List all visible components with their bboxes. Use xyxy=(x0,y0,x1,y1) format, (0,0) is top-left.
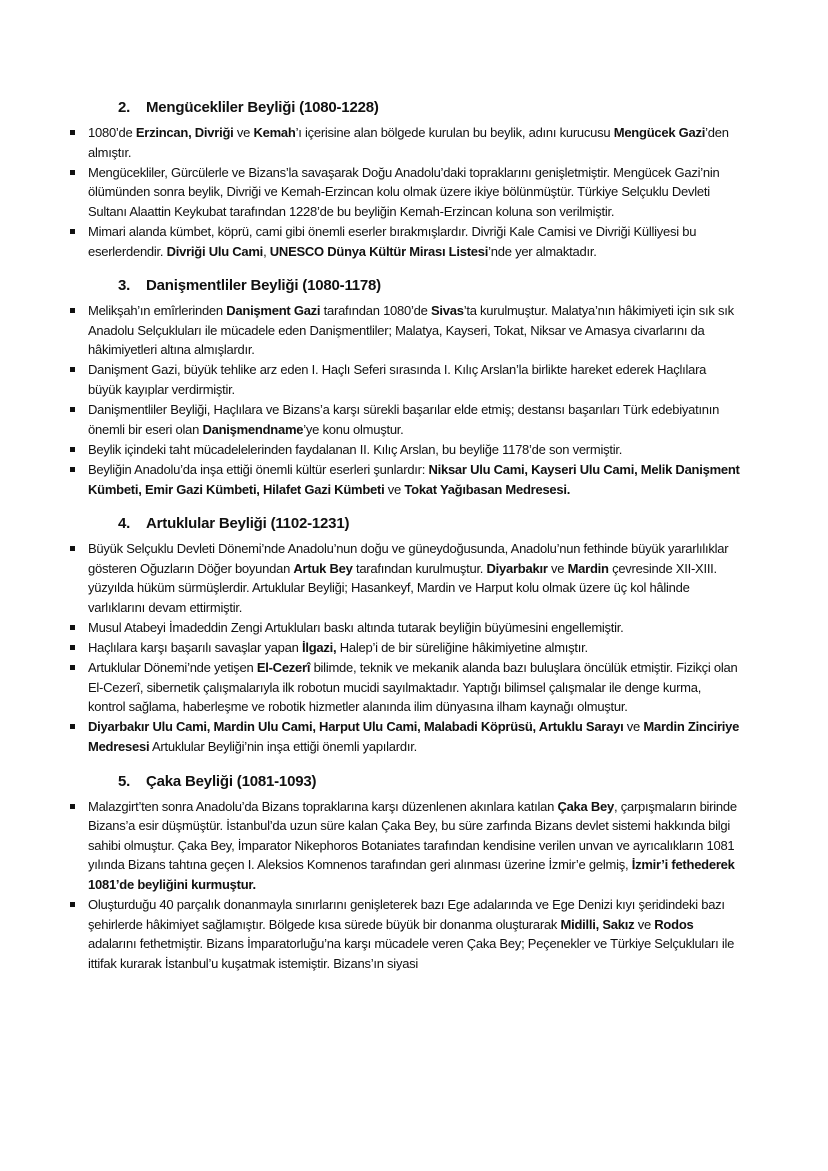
square-bullet-icon xyxy=(70,367,75,372)
text: 1080’de xyxy=(88,125,136,140)
bold-text: Diyarbakır Ulu Cami, Mardin Ulu Cami, Harput Ulu Cami, Malabadi Köprüsü, Artuklu Sarayı xyxy=(88,719,624,735)
text: ve xyxy=(623,719,644,735)
list-item xyxy=(70,797,740,895)
text: tarafından 1080’de xyxy=(320,303,431,319)
square-bullet-icon xyxy=(70,170,75,175)
section xyxy=(70,275,740,499)
square-bullet-icon xyxy=(70,447,75,452)
text: Artuklular Beyliği’nin inşa ettiği önemli yapılardır. xyxy=(149,739,417,755)
text: Halep’i de bir süreliğine hâkimiyetine almıştır. xyxy=(336,640,588,656)
bold-text: Danişmendname xyxy=(202,421,304,437)
section-number: 5. xyxy=(118,772,131,790)
square-bullet-icon xyxy=(70,130,75,135)
bold-text: Sivas xyxy=(430,303,464,319)
text: ’ı içerisine alan bölgede kurulan bu beylik, adını kurucusu xyxy=(295,125,614,140)
text: Melikşah’ın emîrlerinden xyxy=(88,303,227,319)
bold-text: Midilli, Sakız xyxy=(560,916,635,932)
bold-text: Kemah xyxy=(253,125,296,140)
square-bullet-icon xyxy=(70,625,75,630)
list-item xyxy=(70,618,740,638)
section-heading xyxy=(118,771,740,793)
text: Danişment Gazi, büyük tehlike arz eden I. Haçlı Seferi sırasında I. Kılıç Arslan’la birlikte hareket ederek Haçlılara büyük kayıplar verdirmiştir. xyxy=(88,362,707,398)
square-bullet-icon xyxy=(70,546,75,551)
bold-text: Tokat Yağıbasan Medresesi. xyxy=(404,481,571,497)
section-title: Artuklular Beyliği (1102-1231) xyxy=(146,515,350,533)
text: ve xyxy=(634,916,655,932)
section-title: Çaka Beyliği (1081-1093) xyxy=(146,772,317,790)
square-bullet-icon xyxy=(70,308,75,313)
section xyxy=(70,513,740,757)
text: Malazgirt’ten sonra Anadolu’da Bizans topraklarına karşı düzenlenen akınlara katılan xyxy=(88,798,558,814)
bold-text: İlgazi, xyxy=(301,640,337,656)
text: Beylik içindeki taht mücadelelerinden faydalanan II. Kılıç Arslan, bu beyliğe 1178’de son vermiştir. xyxy=(88,441,623,457)
text: Beyliğin Anadolu’da inşa ettiği önemli kültür eserleri şunlardır: xyxy=(88,461,429,477)
square-bullet-icon xyxy=(70,724,75,729)
text: , çarpışmaların birinde Bizans’a esir düşmüştür. İstanbul’da uzun süre kalan Çaka Bey, bu süre zarfında Bizans devlet sistemi hakkında bilgi sahibi olmuştur. Çaka Bey, İmparator Nikephoros Botaniates tarafından kendisine verilen unvan ve ayrıcalıkların 1081 yılında Bizans tahtına geçen I. Aleksios Komnenos tarafından geri alınması üzerine İzmir’e gelmiş, xyxy=(88,798,737,873)
text: Mimari alanda kümbet, köprü, cami gibi önemli eserler bırakmışlardır. Divriği Kale Camisi ve Divriği Külliyesi bu eserlerdendir. xyxy=(88,223,697,259)
list-item xyxy=(70,895,740,973)
text: ve xyxy=(547,560,568,576)
bold-text: Danişment Gazi xyxy=(226,303,321,319)
bold-text: Erzincan, Divriği xyxy=(135,125,234,140)
text: adalarını fethetmiştir. Bizans İmparatorluğu’na karşı mücadele veren Çaka Bey; Peçenekler ve Türkiye Selçukluları ile ittifak kurarak İstanbul’u kuşatmak istemiştir. Bizans’ın siyasi xyxy=(88,936,735,971)
square-bullet-icon xyxy=(70,229,75,234)
list-item xyxy=(70,539,740,617)
bold-text: İzmir’i fethederek 1081’de beyliğini kurmuştur. xyxy=(88,857,735,892)
list-item xyxy=(70,460,740,499)
section-heading xyxy=(118,97,740,119)
text: ’ta kurulmuştur. Malatya’nın hâkimiyeti için sık sık Anadolu Selçukluları ile mücadele eden Danişmentliler; Malatya, Kayseri, Tokat, Niksar ve Amasya civarlarını da hâkimiyetleri altına almışlardır. xyxy=(88,303,734,358)
text: ’den almıştır. xyxy=(88,125,729,160)
list-item xyxy=(70,658,740,717)
document-page xyxy=(70,97,740,987)
section-number: 4. xyxy=(118,515,131,533)
bold-text: Mardin Zinciriye Medresesi xyxy=(88,719,740,755)
bullet-list xyxy=(70,797,740,974)
section-number: 2. xyxy=(118,99,131,116)
text: ve xyxy=(384,481,405,497)
bold-text: Artuk Bey xyxy=(293,560,353,576)
list-item xyxy=(70,440,740,460)
list-item xyxy=(70,163,740,222)
bold-text: El-Cezerî xyxy=(256,660,311,676)
square-bullet-icon xyxy=(70,902,75,907)
square-bullet-icon xyxy=(70,804,75,809)
text: Artuklular Dönemi’nde yetişen xyxy=(88,660,257,676)
bold-text: Çaka Bey xyxy=(557,798,614,814)
text: bilimde, teknik ve mekanik alanda bazı buluşlara öncülük etmiştir. Fizikçi olan El-Cezerî, sibernetik çalışmalarıyla ilk robotun mucidi sayılmaktadır. Yaptığı bilimsel çalışmalar ile denge kurma, kontrol sağlama, haberleşme ve robotik hizmetler alanında ilim dünyasına ilham kaynağı olmuştur. xyxy=(88,660,738,715)
text: Danişmentliler Beyliği, Haçlılara ve Bizans’a karşı sürekli başarılar elde etmiş; destansı başarıları Türk edebiyatının önemli bir eseri olan xyxy=(88,402,720,437)
square-bullet-icon xyxy=(70,665,75,670)
text: ve xyxy=(233,125,254,140)
bullet-list xyxy=(70,123,740,261)
section-title: Danişmentliler Beyliği (1080-1178) xyxy=(146,277,381,295)
bold-text: Rodos xyxy=(654,916,694,932)
list-item xyxy=(70,222,740,261)
bold-text: Divriği Ulu Cami xyxy=(166,243,264,259)
text: Mengücekliler, Gürcülerle ve Bizans’la savaşarak Doğu Anadolu’daki topraklarını genişletmiştir. Mengücek Gazi’nin ölümünden sonra beylik, Divriği ve Kemah-Erzincan kolu olmak üzere ikiye bölünmüştür. Türkiye Selçuklu Devleti Sultanı Alaattin Keykubat tarafından 1228’de bu beyliğin Kemah-Erzincan koluna son verilmiştir. xyxy=(88,164,720,219)
bullet-list xyxy=(70,539,740,757)
bold-text: Diyarbakır xyxy=(486,560,548,576)
section-heading xyxy=(118,275,740,297)
bold-text: Mardin xyxy=(567,560,609,576)
text: Büyük Selçuklu Devleti Dönemi’nde Anadolu’nun doğu ve güneydoğusunda, Anadolu’nun fethinde büyük yararlılıklar gösteren Oğuzların Döğer boyundan xyxy=(88,541,729,576)
bullet-list xyxy=(70,301,740,499)
section-heading xyxy=(118,513,740,535)
text: çevresinde XII-XIII. yüzyılda hüküm sürmüşlerdir. Artuklular Beyliği; Hasankeyf, Mardin ve Harput kolu olmak üzere üç kol hâlinde varlıklarını devam ettirmiştir. xyxy=(88,560,717,615)
list-item xyxy=(70,123,740,162)
list-item xyxy=(70,638,740,658)
text: Haçlılara karşı başarılı savaşlar yapan xyxy=(88,640,302,656)
bold-text: UNESCO Dünya Kültür Mirası Listesi xyxy=(269,243,489,259)
list-item xyxy=(70,301,740,360)
text: Musul Atabeyi İmadeddin Zengi Artukluları baskı altında tutarak beyliğin büyümesini engellemiştir. xyxy=(88,619,624,635)
text: , xyxy=(263,243,270,259)
section xyxy=(70,771,740,974)
text: ’nde yer almaktadır. xyxy=(488,243,597,259)
bold-text: Niksar Ulu Cami, Kayseri Ulu Cami, Melik Danişment Kümbeti, Emir Gazi Kümbeti, Hilafet Gazi Kümbeti xyxy=(88,461,740,497)
text: ’ye konu olmuştur. xyxy=(303,421,404,437)
list-item xyxy=(70,717,740,756)
text: tarafından kurulmuştur. xyxy=(352,560,487,576)
square-bullet-icon xyxy=(70,645,75,650)
section-number: 3. xyxy=(118,277,131,295)
list-item xyxy=(70,360,740,399)
section-title: Mengücekliler Beyliği (1080-1228) xyxy=(146,99,379,116)
bold-text: Mengücek Gazi xyxy=(613,125,706,140)
square-bullet-icon xyxy=(70,467,75,472)
square-bullet-icon xyxy=(70,407,75,412)
text: Oluşturduğu 40 parçalık donanmayla sınırlarını genişleterek bazı Ege adalarında ve Ege Denizi kıyı şeridindeki bazı şehirlerde hâkimiyet sağlamıştır. Bölgede kısa sürede büyük bir donanma oluşturarak xyxy=(88,897,725,932)
list-item xyxy=(70,400,740,439)
section xyxy=(70,97,740,261)
